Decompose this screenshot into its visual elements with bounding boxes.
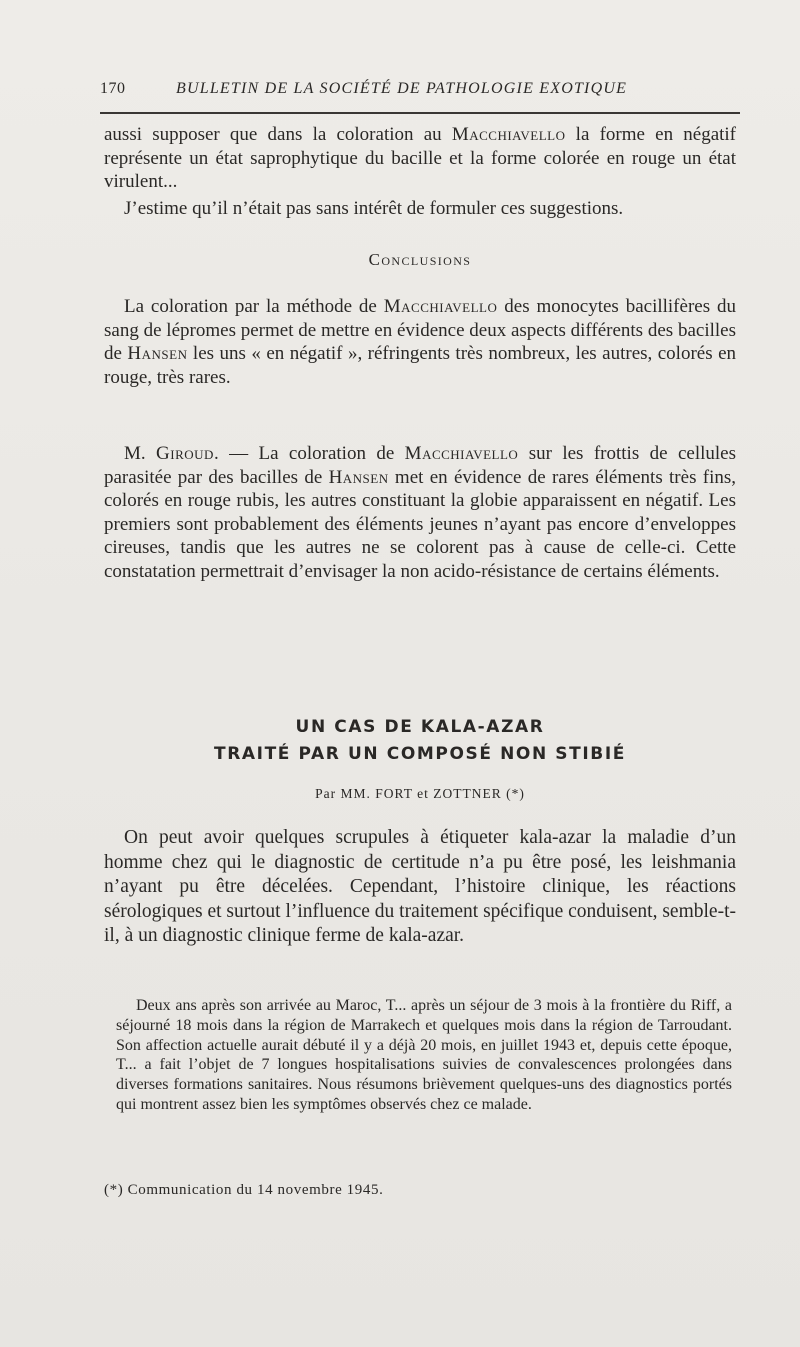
- speaker-name: Giroud: [156, 443, 214, 464]
- conclusions-paragraph: [104, 295, 736, 389]
- article-title-line-1: UN CAS DE KALA-AZAR: [295, 717, 545, 737]
- page-number: 170: [100, 80, 126, 97]
- conclusions-heading: Conclusions: [368, 250, 472, 269]
- running-title: BULLETIN DE LA SOCIÉTÉ DE PATHOLOGIE EXOTIQUE: [176, 80, 628, 97]
- footnote: (*) Communication du 14 novembre 1945.: [104, 1182, 384, 1198]
- paragraph-text: met en évidence de rares éléments très fins, colorés en rouge rubis, les autres constituant la globie apparaissent en négatif. Les premiers sont probablement des éléments jeunes n’ayant pas encore d’enveloppes cireuses, tandis que les autres ne se colorent pas à cause de celle-ci. Cette constatation permettrait d’envisager la non acido-résistance de certains éléments.: [104, 466, 737, 582]
- paragraph-text: des monocytes bacillifères du sang de lépromes permet de mettre en évidence deux aspects différents des bacilles de: [104, 296, 736, 365]
- article-title-line-2: TRAITÉ PAR UN COMPOSÉ NON STIBIÉ: [214, 744, 626, 764]
- author-name-macchiavello: Macchiavello: [451, 124, 566, 145]
- paragraph-text: La coloration par la méthode de: [124, 296, 384, 317]
- author-name-hansen: Hansen: [328, 466, 389, 488]
- article-byline: Par MM. FORT et ZOTTNER (*): [315, 786, 525, 801]
- header-rule: [100, 112, 740, 114]
- paragraph-text: aussi supposer que dans la coloration au: [104, 124, 452, 145]
- speaker-prefix: M.: [124, 443, 157, 464]
- author-name-macchiavello: Macchiavello: [383, 296, 498, 317]
- suggestion-paragraph: J’estime qu’il n’était pas sans intérêt de formuler ces suggestions.: [124, 198, 624, 219]
- paragraph-text: . — La coloration de: [213, 443, 405, 464]
- paragraph-text: sur les frottis de cellules parasitée par des bacilles de: [104, 443, 736, 488]
- paragraph-text: les uns « en négatif », réfringents très nombreux, les autres, colorés en rouge, très rares.: [104, 343, 736, 388]
- author-name-macchiavello: Macchiavello: [404, 443, 519, 464]
- continuation-paragraph: [104, 123, 736, 194]
- case-history-paragraph: Deux ans après son arrivée au Maroc, T... après un séjour de 3 mois à la frontière du Riff, a séjourné 18 mois dans la région de Marrakech et quelques mois dans la région de Tarroudant. Son affection actuelle aurait débuté il y a déjà 20 mois, en juillet 1943 et, depuis cette époque, T... a fait l’objet de 7 longues hospitalisations suivies de convalescences prolongées dans diverses formations sanitaires. Nous résumons brièvement quelques-uns des diagnostics portés qui montrent assez bien les symptômes observés chez ce malade.: [116, 997, 732, 1113]
- paragraph-text: la forme en négatif représente un état saprophytique du bacille et la forme colorée en rouge un état virulent...: [104, 124, 737, 193]
- giroud-paragraph: [104, 442, 736, 584]
- article-intro-paragraph: On peut avoir quelques scrupules à étiqueter kala-azar la maladie d’un homme chez qui le diagnostic de certitude n’a pu être posé, les leishmania n’ayant pu être décelées. Cependant, l’histoire clinique, les réactions sérologiques et surtout l’influence du traitement spécifique conduisent, semble-t-il, à un diagnostic clinique ferme de kala-azar.: [104, 827, 736, 947]
- author-name-hansen: Hansen: [127, 343, 188, 365]
- article-title: [100, 714, 740, 768]
- page-header: [100, 80, 740, 104]
